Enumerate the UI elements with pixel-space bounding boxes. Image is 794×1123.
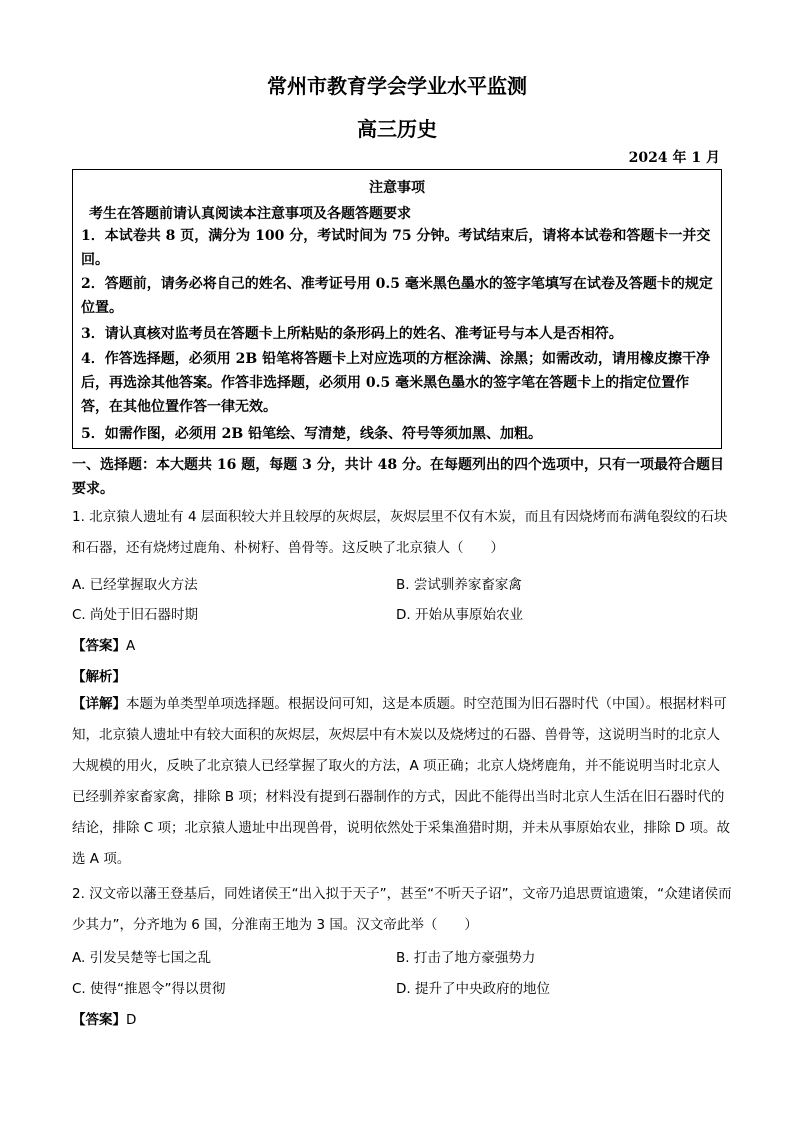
question-2-stem: 2. 汉文帝以藩王登基后，同姓诸侯王“出入拟于天子”，甚至“不听天子诏”，文帝乃追思贾谊遗策，“众建诸侯而少其力”，分齐地为 6 国，分淮南王地为 3 国。汉文帝此举（ ） [72,886,732,933]
notice-item: 5．如需作图，必须用 2B 铅笔绘、写清楚，线条、符号等须加黑、加粗。 [81,426,543,442]
notice-item: 1．本试卷共 8 页，满分为 100 分，考试时间为 75 分钟。考试结束后，请将本试卷和答题卡一并交回。 [81,228,711,268]
question-2-option-d: D. 提升了中央政府的地位 [396,981,550,997]
notice-item: 2．答题前，请务必将自己的姓名、准考证号用 0.5 毫米黑色墨水的签字笔填写在试卷及答题卡的规定位置。 [81,276,713,316]
exam-subtitle: 高三历史 [357,117,437,141]
notice-item: 4．作答选择题，必须用 2B 铅笔将答题卡上对应选项的方框涂满、涂黑；如需改动，请用橡皮擦干净后，再选涂其他答案。作答非选择题，必须用 0.5 毫米黑色墨水的签字笔在答题卡上的指定位置作答，在其他位置作答一律无效。 [81,351,711,415]
question-1-analysis-label [72,665,126,685]
question-1-option-a: A. 已经掌握取火方法 [72,577,198,593]
question-1-option-d: D. 开始从事原始农业 [396,607,523,623]
notice-title: 注意事项 [369,180,425,196]
question-1-stem: 1. 北京猿人遗址有 4 层面积较大并且较厚的灰烬层，灰烬层里不仅有木炭，而且有因烧烤而布满龟裂纹的石块和石器，还有烧烤过鹿角、朴树籽、兽骨等。这反映了北京猿人（ ） [72,509,728,556]
exam-title: 常州市教育学会学业水平监测 [267,74,527,98]
notice-item: 3．请认真核对监考员在答题卡上所粘贴的条形码上的姓名、准考证号与本人是否相符。 [81,326,623,342]
detail-text: 本题为单类型单项选择题。根据设问可知，这是本质题。时空范围为旧石器时代（中国）。根据材料可知，北京猿人遗址中有较大面积的灰烬层，灰烬层中有木炭以及烧烤过的石器、兽骨等，这说明当时的北京人大规模的用火，反映了北京猿人已经掌握了取火的方法，A 项正确；北京人烧烤鹿角，并不能说明当时北京人已经驯养家畜家禽，排除 B 项；材料没有提到石器制作的方式，因此不能得出当时北京人生活在旧石器时代的结论，排除 C 项；北京猿人遗址中出现兽骨，说明依然处于采集渔猎时期，并未从事原始农业，排除 D 项。故选 A 项。 [72,696,730,867]
question-2-answer [72,1008,136,1028]
notice-box [72,169,722,449]
analysis-label: 【解析】 [72,669,126,685]
answer-value: A [126,638,136,654]
detail-label: 【详解】 [72,696,126,712]
answer-label: 【答案】 [72,638,126,654]
question-2-option-b: B. 打击了地方豪强势力 [396,950,536,966]
question-1-answer [72,634,135,654]
question-2-option-a: A. 引发吴楚等七国之乱 [72,950,212,966]
exam-date: 2024 年 1 月 [628,150,720,166]
answer-value: D [126,1012,137,1028]
question-1-detail [72,689,732,875]
section-heading: 一、选择题：本大题共 16 题，每题 3 分，共计 48 分。在每题列出的四个选项中，只有一项最符合题目要求。 [72,457,724,497]
answer-label: 【答案】 [72,1012,126,1028]
question-1-option-b: B. 尝试驯养家畜家禽 [396,577,522,593]
question-2-option-c: C. 使得“推恩令”得以贯彻 [72,981,226,997]
notice-subtitle: 考生在答题前请认真阅读本注意事项及各题答题要求 [89,206,411,222]
question-1-option-c: C. 尚处于旧石器时期 [72,607,199,623]
